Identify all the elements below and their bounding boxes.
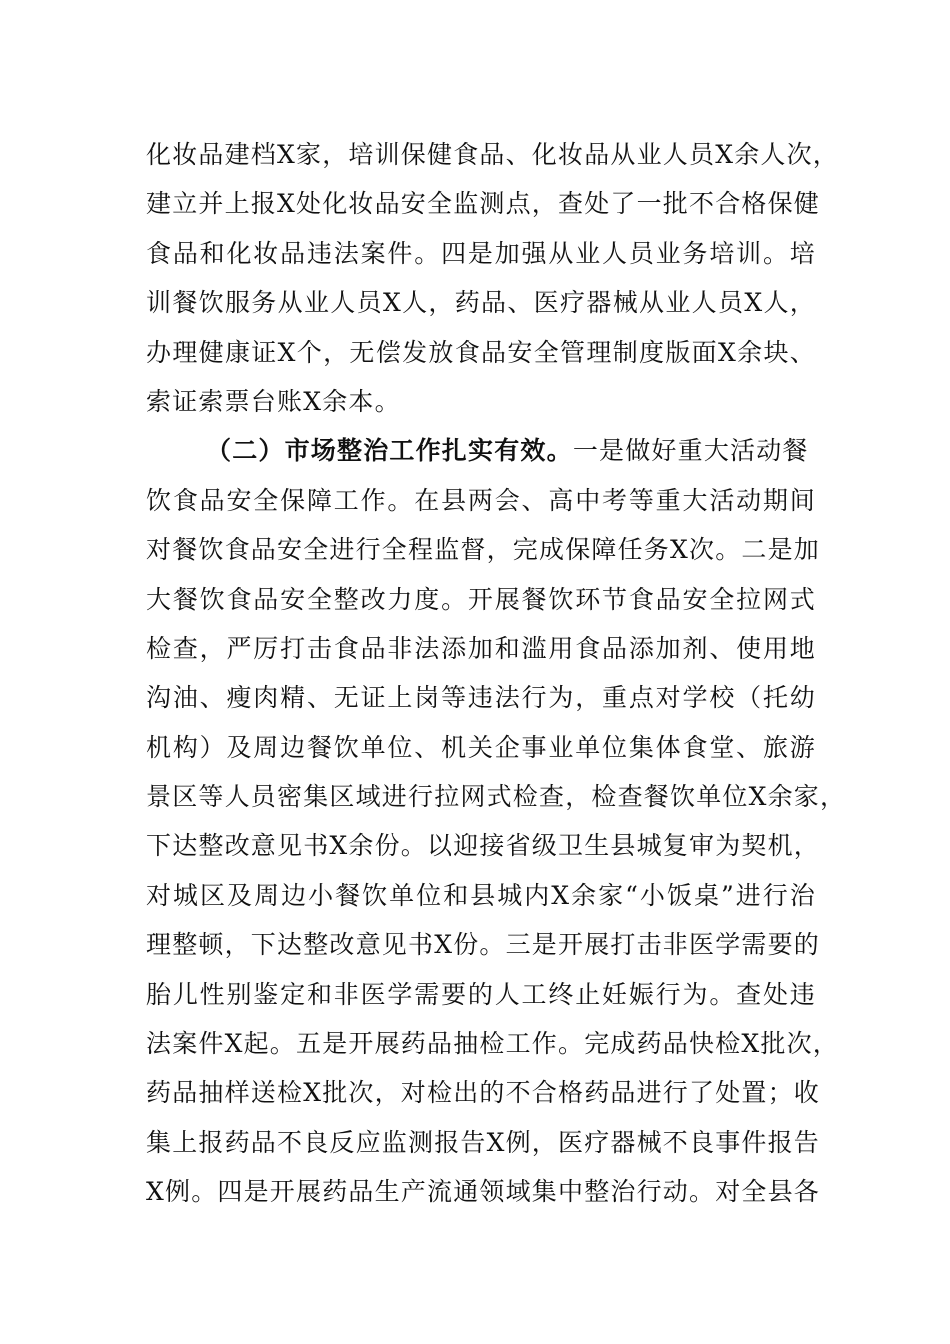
text-line: 药品抽样送检X批次，对检出的不合格药品进行了处置；收 [146, 1078, 821, 1108]
text-line: 大餐饮食品安全整改力度。开展餐饮环节食品安全拉网式 [146, 584, 816, 614]
text-line: 理整顿，下达整改意见书X份。三是开展打击非医学需要的 [146, 930, 821, 960]
text-line: 机构）及周边餐饮单位、机关企事业单位集体食堂、旅游 [146, 732, 816, 762]
text-line: 办理健康证X个，无偿发放食品安全管理制度版面X余块、 [146, 337, 816, 367]
text-line: 沟油、瘦肉精、无证上岗等违法行为，重点对学校（托幼 [146, 683, 816, 713]
text-line: 胎儿性别鉴定和非医学需要的人工终止妊娠行为。查处违 [146, 979, 816, 1009]
section-heading: （二）市场整治工作扎实有效。 [206, 436, 573, 466]
text-line: 景区等人员密集区域进行拉网式检查，检查餐饮单位X余家， [146, 782, 847, 812]
section-heading-line [146, 426, 816, 475]
text-line: 集上报药品不良反应监测报告X例，医疗器械不良事件报告 [146, 1127, 821, 1157]
text-line: 训餐饮服务从业人员X人，药品、医疗器械从业人员X人， [146, 288, 816, 318]
text-line: 对城区及周边小餐饮单位和县城内X余家“小饭桌”进行治 [146, 880, 816, 910]
text-line: 建立并上报X处化妆品安全监测点，查处了一批不合格保健 [146, 189, 821, 219]
text-line: 食品和化妆品违法案件。四是加强从业人员业务培训。培 [146, 238, 816, 268]
text-line: 化妆品建档X家，培训保健食品、化妆品从业人员X余人次， [146, 140, 839, 169]
document-body [146, 130, 847, 1217]
text-line: 索证索票台账X余本。 [146, 386, 401, 416]
text-span: 一是做好重大活动餐 [572, 436, 809, 466]
text-line: 饮食品安全保障工作。在县两会、高中考等重大活动期间 [146, 485, 816, 515]
text-line: X例。四是开展药品生产流通领域集中整治行动。对全县各 [146, 1177, 821, 1207]
text-line: 对餐饮食品安全进行全程监督，完成保障任务X次。二是加 [146, 535, 821, 565]
text-line: 检查，严厉打击食品非法添加和滥用食品添加剂、使用地 [146, 633, 816, 663]
text-line: 法案件X起。五是开展药品抽检工作。完成药品快检X批次， [146, 1029, 839, 1059]
text-line: 下达整改意见书X余份。以迎接省级卫生县城复审为契机， [146, 831, 821, 861]
